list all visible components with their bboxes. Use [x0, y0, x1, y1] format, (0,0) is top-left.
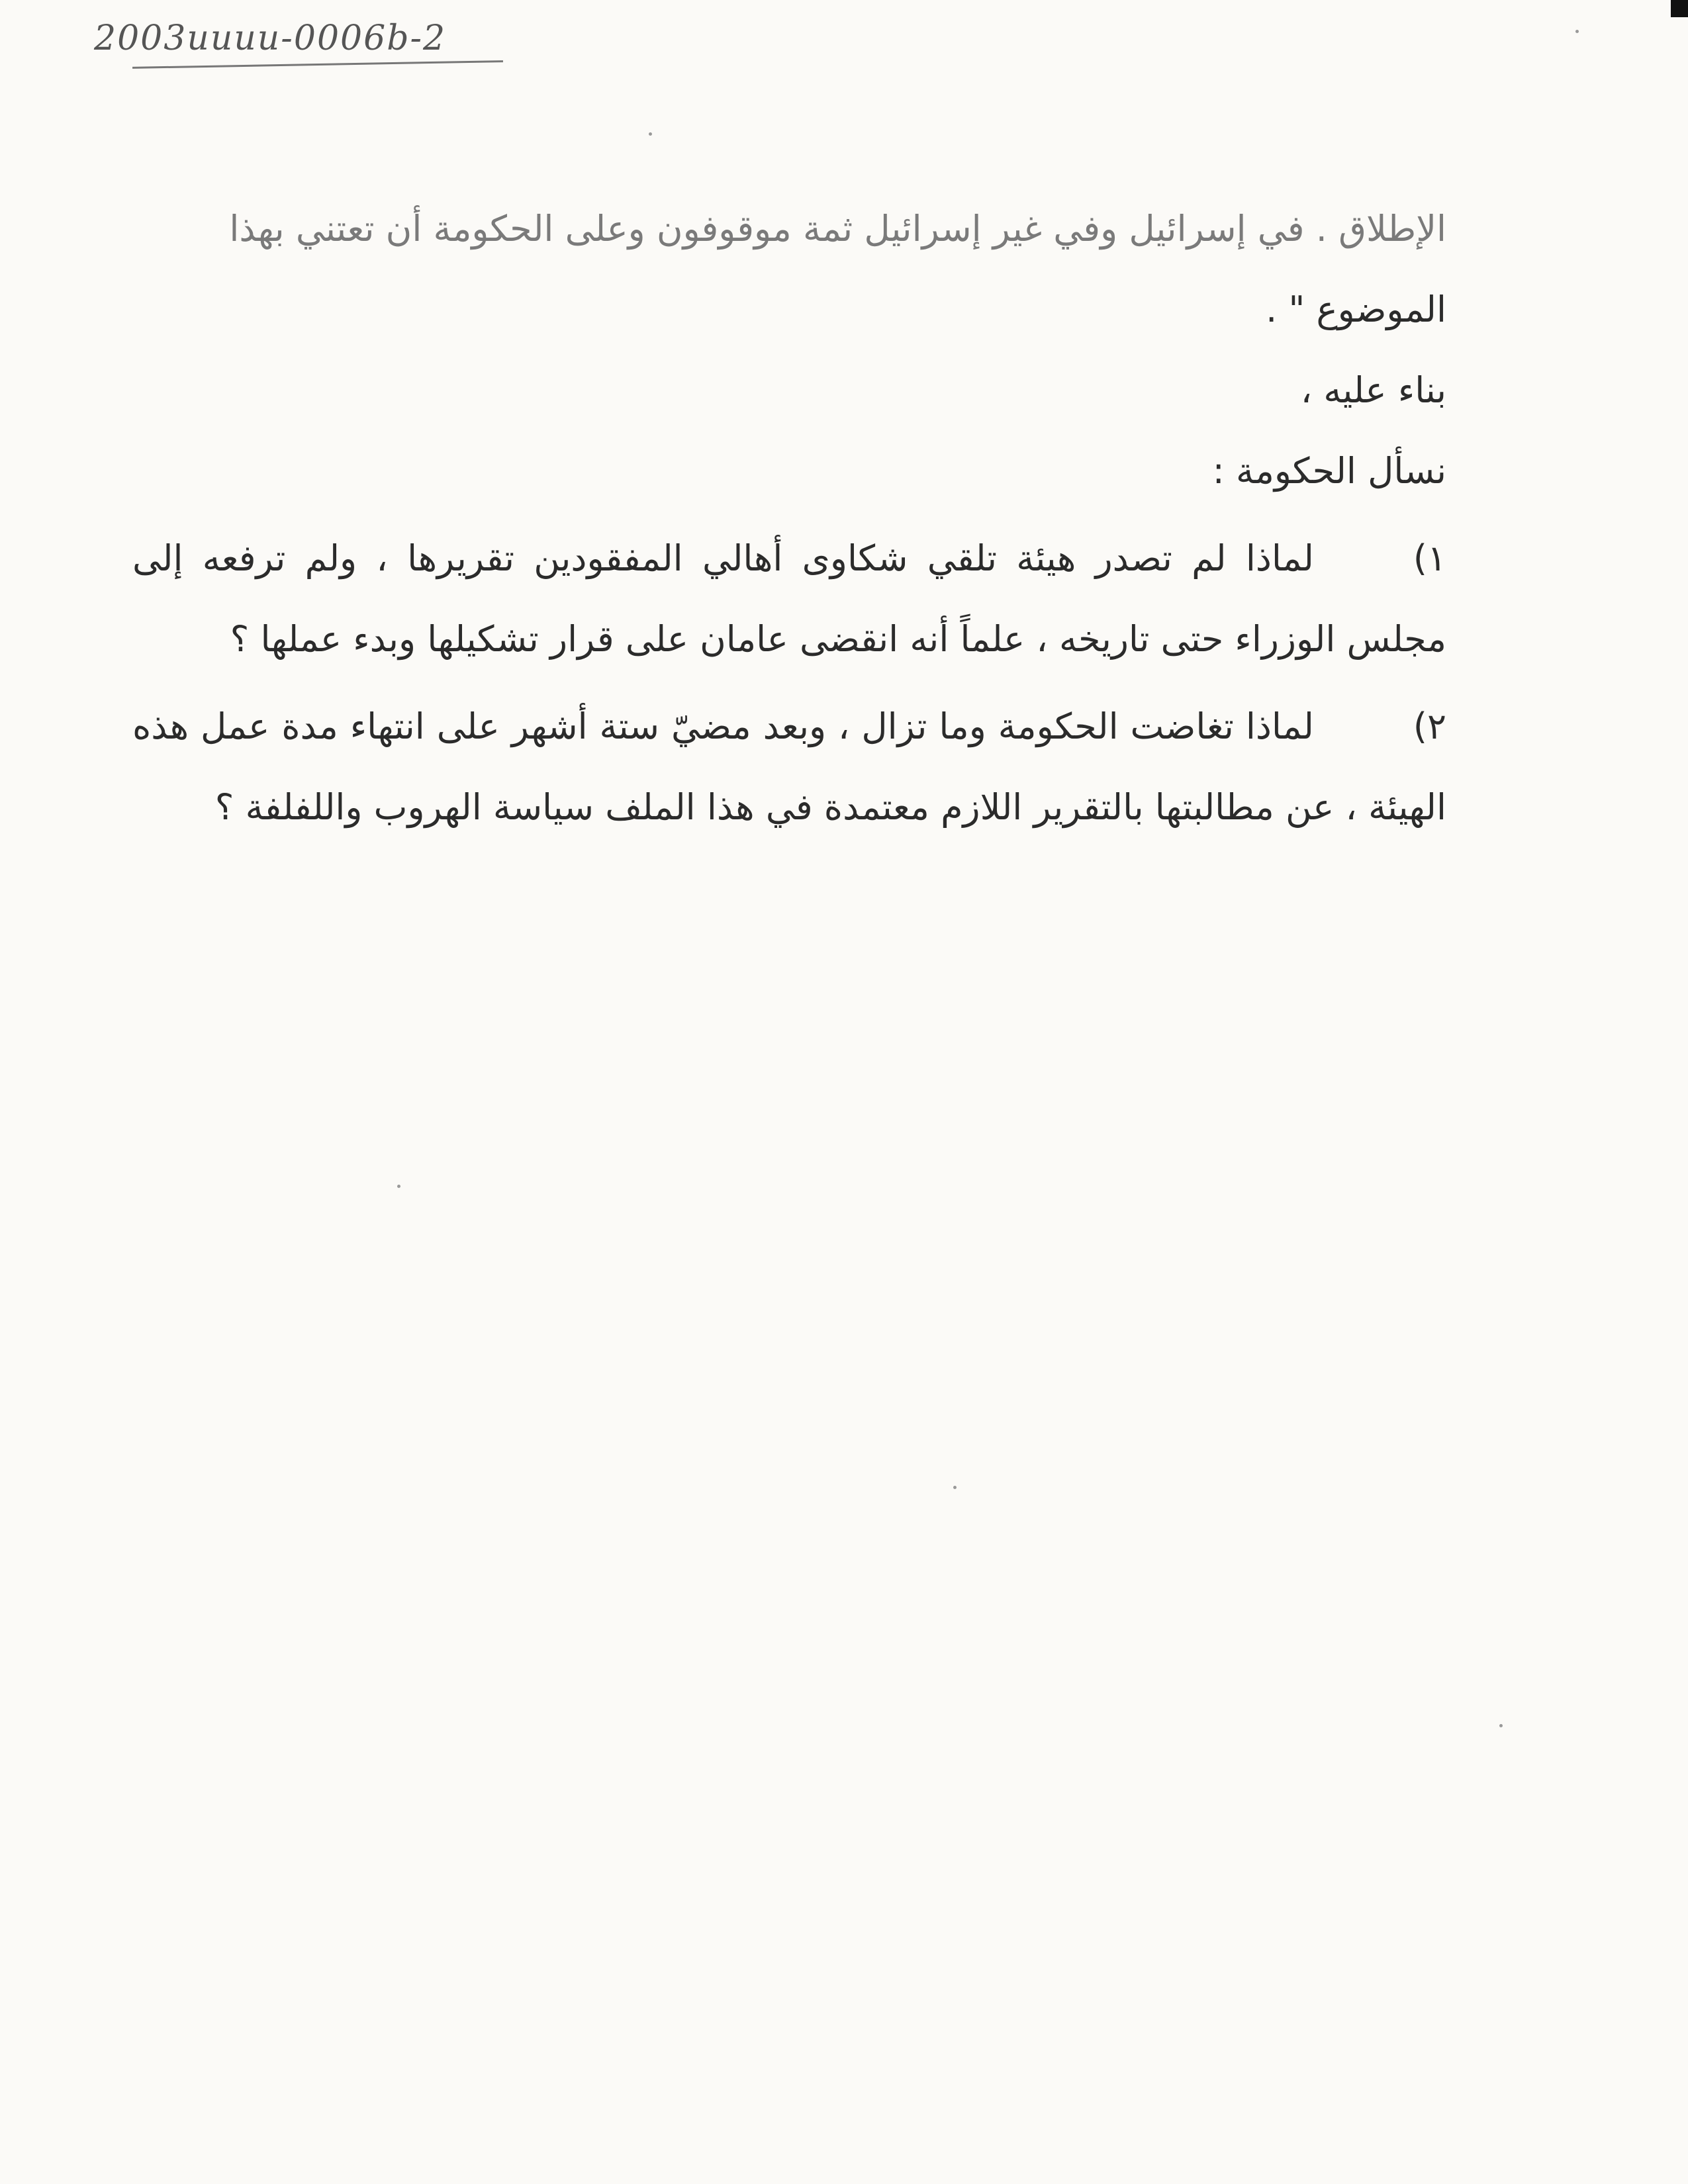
- scan-speck: [1575, 30, 1579, 33]
- question-number: ٢): [1413, 705, 1446, 747]
- scan-speck: [649, 132, 652, 136]
- letter-body: [132, 189, 1446, 848]
- based-on-line: بناء عليه ،: [1300, 369, 1446, 411]
- scan-edge: [1671, 0, 1688, 17]
- question-2: [132, 686, 1446, 848]
- ask-government-heading: نسأل الحكومة :: [1212, 450, 1446, 492]
- question-text: لماذا لم تصدر هيئة تلقي شكاوى أهالي المفقودين تقريرها ، ولم ترفعه إلى مجلس الوزراء حتى تاريخه ، علماً أنه انقضى عامان على قرار تشكيلها وبدء عملها ؟: [132, 537, 1446, 660]
- handwritten-underline: [132, 60, 503, 69]
- handwritten-reference: 2003uuuu-0006b-2: [94, 19, 447, 58]
- scan-speck: [1499, 1724, 1503, 1727]
- scan-speck: [953, 1486, 957, 1489]
- question-number: ١): [1413, 537, 1446, 579]
- question-text: لماذا تغاضت الحكومة وما تزال ، وبعد مضيّ ستة أشهر على انتهاء مدة عمل هذه الهيئة ، عن مطالبتها بالتقرير اللازم معتمدة في هذا الملف سياسة الهروب واللفلفة ؟: [132, 705, 1446, 828]
- continuation-line-end: الموضوع " .: [1266, 289, 1446, 330]
- scan-speck: [397, 1185, 400, 1188]
- continuation-line: الإطلاق . في إسرائيل وفي غير إسرائيل ثمة موقوفون وعلى الحكومة أن تعتني بهذا: [229, 208, 1446, 250]
- question-1: [132, 518, 1446, 680]
